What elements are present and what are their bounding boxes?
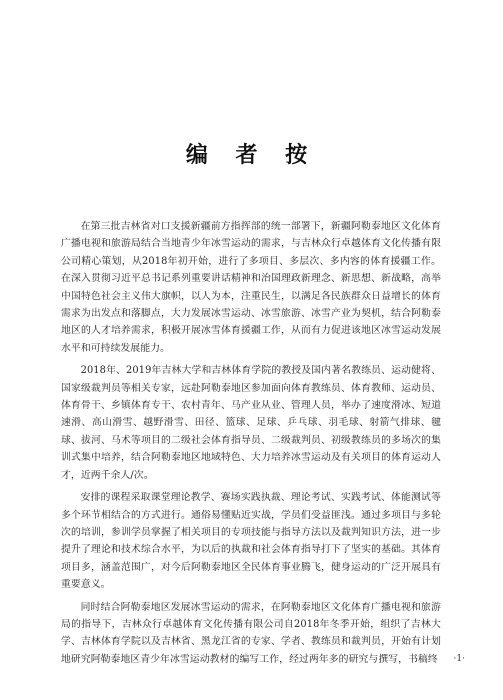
paragraph-4: 同时结合阿勒泰地区发展冰雪运动的需求，在阿勒泰地区文化体育广播电视和旅游局的指导下，吉林众行卓越体育文化传播有限公司自2018年冬季开始，组织了吉林大学、吉林体育学院以及吉林省、黑龙江省的专家、学者、教练员和裁判员，开始有计划地研究阿勒泰地区青少年冰雪运动教材的编写工作，经过两年多的研究与撰写，书稿终 (61, 601, 441, 665)
paragraph-3: 安排的课程采取课堂理论教学、赛场实践执裁、理论考试、实践考试、体能测试等多个环节相结合的方式进行。通俗易懂贴近实战，学员们受益匪浅。通过多项目与多轮次的培训，参训学员掌握了相关项目的专项技能与指导方法以及裁判知识方法，进一步提升了理论和技术综合水平，为以后的执裁和社会体育指导打下了坚实的基础。其体育项目多，涵盖范围广，对今后阿勒泰地区全民体育事业腾飞，健身运动的广泛开展具有重要意义。 (61, 492, 441, 591)
body-text (61, 218, 441, 673)
page-title: 编 者 按 (185, 142, 318, 168)
paragraph-2: 2018年、2019年吉林大学和吉林体育学院的教授及国内著名教练员、运动健将、国家级裁判员等相关专家，远赴阿勒泰地区参加面向体育教练员、体育教师、运动员、体育骨干、乡镇体育专干、农村青年、马产业从业、管理人员，举办了速度滑冰、短道速滑、高山滑雪、越野滑雪、田径、篮球、足球、乒乓球、羽毛球、射箭气排球、毽球、拔河、马术等项目的二级社会体育指导员、二级裁判员、初级教练员的多场次的集训式集中培养，结合阿勒泰地区地域特色、大力培养冰雪运动及有关项目的体育运动人才，近两千余人/次。 (61, 365, 441, 481)
page-number: ·1· (453, 654, 465, 664)
paragraph-1: 在第三批吉林省对口支援新疆前方指挥部的统一部署下，新疆阿勒泰地区文化体育广播电视和旅游局结合当地青少年冰雪运动的需求，与吉林众行卓越体育文化传播有限公司精心策划，从2018年初开始，进行了多项目、多层次、多内容的体育援疆工作。在深入贯彻习近平总书记系列重要讲话精神和治国理政新理念、新思想、新战略，高举中国特色社会主义伟大旗帜，以人为本，注重民生，以满足各民族群众日益增长的体育需求为出发点和落脚点，大力发展冰雪运动、冰雪旅游、冰雪产业为契机，结合阿勒泰地区的人才培养需求，积极开展冰雪体育援疆工作，从而有力促进该地区冰雪运动发展水平和可持续发展能力。 (61, 221, 441, 354)
